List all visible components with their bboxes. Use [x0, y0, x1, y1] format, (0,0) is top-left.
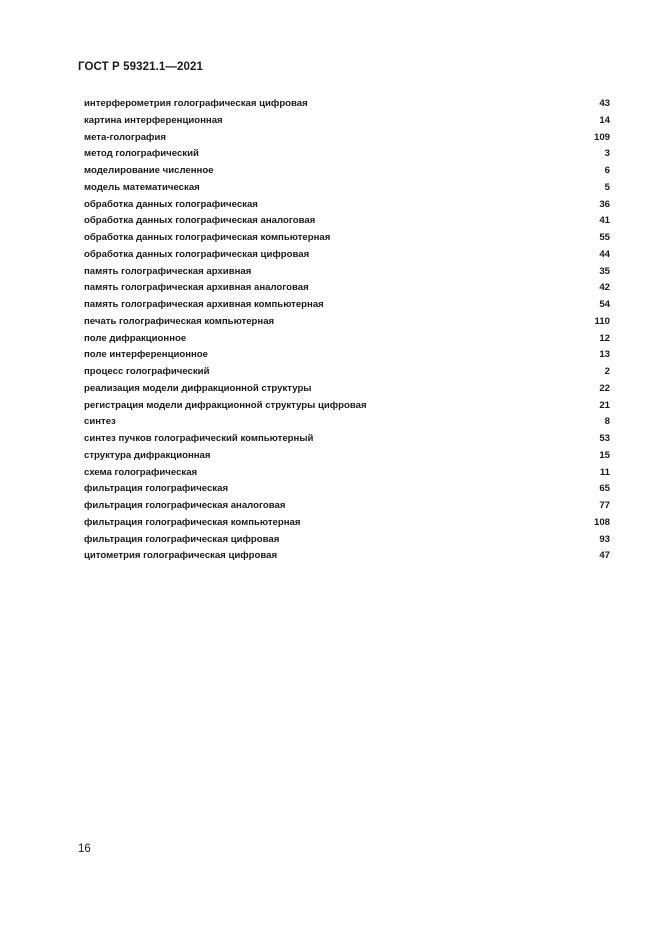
index-row: [84, 264, 610, 281]
index-row: [84, 280, 610, 297]
index-page-ref: 11: [599, 466, 610, 478]
index-page-ref: 13: [599, 349, 610, 361]
index-row: [84, 146, 610, 163]
index-term: синтез пучков голографический компьютерный: [84, 433, 314, 444]
index-term: печать голографическая компьютерная: [84, 315, 275, 327]
index-term: моделирование численное: [84, 165, 214, 176]
index-page-ref: 6: [604, 165, 610, 176]
index-row: [84, 331, 610, 348]
index-term: фильтрация голографическая компьютерная: [84, 516, 301, 528]
page-number: 16: [78, 843, 91, 855]
index-page-ref: 3: [604, 148, 610, 160]
index-page-ref: 65: [599, 483, 610, 495]
index-page-ref: 5: [604, 181, 610, 193]
index-page-ref: 35: [599, 265, 610, 277]
index-row: [84, 230, 610, 247]
index-row: [84, 548, 610, 565]
index-page-ref: 109: [593, 131, 610, 143]
index-row: [84, 297, 610, 314]
index-page-ref: 22: [599, 382, 610, 394]
index-term: память голографическая архивная: [84, 265, 252, 277]
index-page-ref: 21: [599, 399, 610, 411]
index-page-ref: 36: [599, 198, 610, 210]
index-page-ref: 47: [599, 550, 610, 562]
index-page-ref: 77: [599, 500, 610, 511]
index-page-ref: 110: [594, 315, 610, 327]
index-row: [84, 347, 610, 364]
index-row: [84, 96, 610, 113]
index-row: [84, 130, 610, 147]
index-term: структура дифракционная: [84, 449, 211, 461]
index-term: фильтрация голографическая аналоговая: [84, 500, 286, 511]
index-page-ref: 54: [599, 299, 610, 310]
index-page-ref: 108: [593, 516, 610, 528]
index-row: [84, 180, 610, 197]
index-page-ref: 2: [604, 366, 610, 377]
index-term: картина интерференционная: [84, 114, 223, 126]
index-row: [84, 364, 610, 381]
index-term: мета-голография: [84, 131, 166, 143]
index-row: [84, 398, 610, 415]
index-term: схема голографическая: [84, 466, 198, 478]
index-term: метод голографический: [84, 148, 199, 160]
index-row: [84, 163, 610, 180]
index-page-ref: 43: [599, 98, 610, 109]
alphabetical-term-index: [84, 96, 610, 565]
index-page-ref: 12: [599, 332, 610, 344]
index-row: [84, 247, 610, 264]
index-row: [84, 213, 610, 230]
index-term: обработка данных голографическая аналоговая: [84, 215, 316, 227]
index-page-ref: 14: [599, 114, 610, 126]
index-row: [84, 532, 610, 549]
index-row: [84, 448, 610, 465]
index-term: фильтрация голографическая: [84, 483, 229, 495]
index-page-ref: 8: [604, 416, 610, 428]
index-term: обработка данных голографическая цифровая: [84, 248, 310, 260]
index-term: память голографическая архивная аналоговая: [84, 282, 309, 294]
index-term: фильтрация голографическая цифровая: [84, 533, 280, 545]
index-row: [84, 431, 610, 448]
index-page-ref: 15: [599, 449, 610, 461]
index-page-ref: 44: [599, 248, 610, 260]
index-term: цитометрия голографическая цифровая: [84, 550, 278, 562]
index-term: реализация модели дифракционной структуры: [84, 382, 312, 394]
index-term: процесс голографический: [84, 366, 210, 377]
index-row: [84, 381, 610, 398]
index-term: поле интерференционное: [84, 349, 209, 361]
index-term: регистрация модели дифракционной структуры цифровая: [84, 399, 367, 411]
index-term: модель математическая: [84, 181, 200, 193]
index-row: [84, 314, 610, 331]
index-term: синтез: [84, 416, 116, 428]
index-term: интерферометрия голографическая цифровая: [84, 98, 308, 109]
index-term: обработка данных голографическая компьютерная: [84, 232, 331, 243]
standard-code-header: ГОСТ Р 59321.1—2021: [78, 61, 203, 73]
index-row: [84, 414, 610, 431]
index-row: [84, 465, 610, 482]
index-page-ref: 53: [599, 433, 610, 444]
index-row: [84, 481, 610, 498]
index-term: память голографическая архивная компьютерная: [84, 299, 324, 310]
index-page-ref: 55: [599, 232, 610, 243]
index-row: [84, 515, 610, 532]
index-page-ref: 41: [599, 215, 610, 227]
index-row: [84, 197, 610, 214]
index-term: обработка данных голографическая: [84, 198, 258, 210]
index-row: [84, 113, 610, 130]
index-page-ref: 93: [599, 533, 610, 545]
index-term: поле дифракционное: [84, 332, 187, 344]
index-row: [84, 498, 610, 515]
index-page-ref: 42: [599, 282, 610, 294]
